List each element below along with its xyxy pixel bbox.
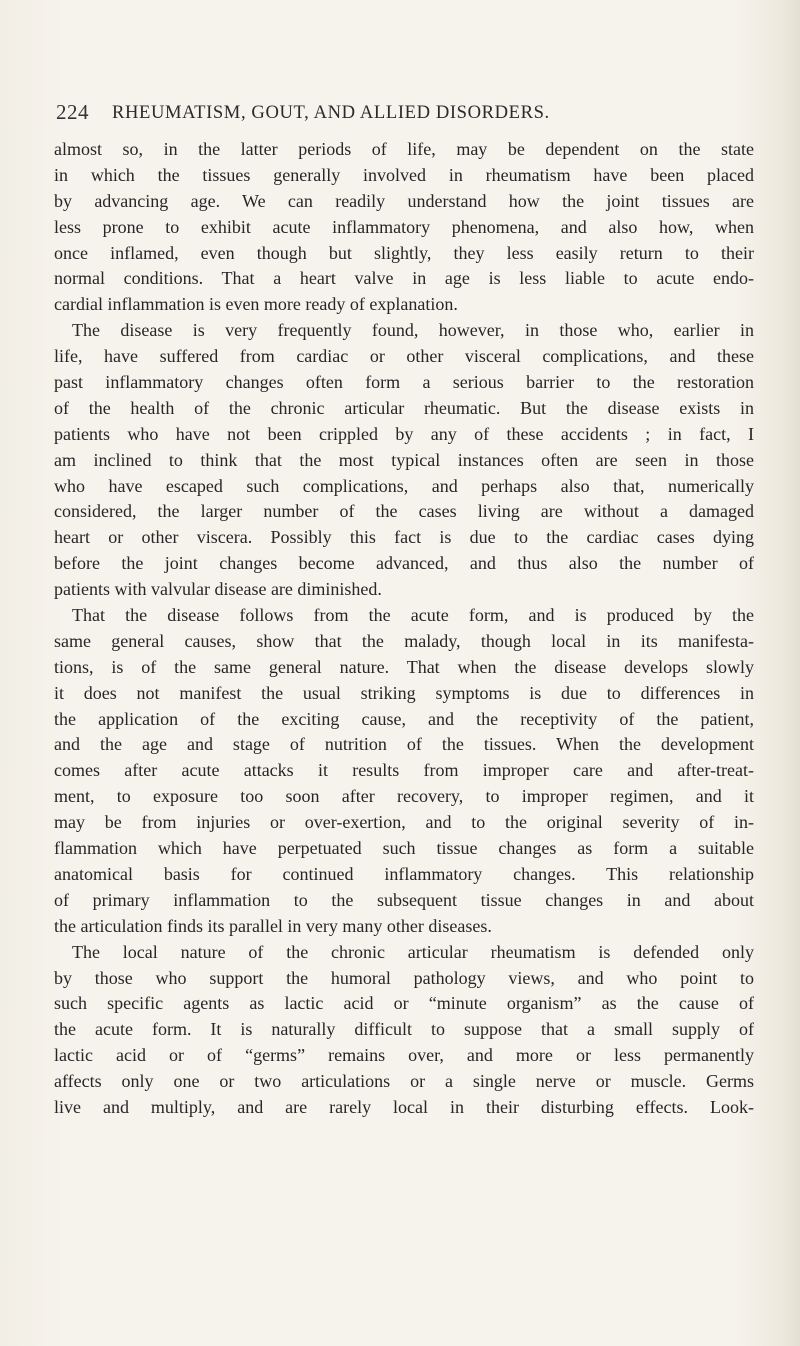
text-line: and the age and stage of nutrition of the tissues. When the development xyxy=(54,734,754,755)
text-line: it does not manifest the usual striking symptoms is due to differences in xyxy=(54,682,754,703)
text-line: normal conditions. That a heart valve in age is less liable to acute endo- xyxy=(54,268,754,289)
text-line: am inclined to think that the most typical instances often are seen in those xyxy=(54,449,754,470)
text-line: The disease is very frequently found, however, in those who, earlier in xyxy=(72,320,754,341)
text-line: the articulation finds its parallel in very many other diseases. xyxy=(54,915,492,936)
text-line: heart or other viscera. Possibly this fact is due to the cardiac cases dying xyxy=(54,527,754,548)
text-line: the acute form. It is naturally difficult to suppose that a small supply of xyxy=(54,1019,754,1040)
page-number: 224 xyxy=(56,100,89,124)
text-line: That the disease follows from the acute form, and is produced by the xyxy=(72,605,754,626)
text-line: The local nature of the chronic articular rheumatism is defended only xyxy=(72,941,754,962)
text-line: flammation which have perpetuated such tissue changes as form a suitable xyxy=(54,838,754,859)
text-line: of the health of the chronic articular rheumatic. But the disease exists in xyxy=(54,397,754,418)
text-line: affects only one or two articulations or a single nerve or muscle. Germs xyxy=(54,1071,754,1092)
text-line: anatomical basis for continued inflammatory changes. This relationship xyxy=(54,863,754,884)
text-line: life, have suffered from cardiac or other visceral complications, and these xyxy=(54,346,754,367)
text-line: same general causes, show that the malady, though local in its manifesta- xyxy=(54,630,754,651)
text-line: in which the tissues generally involved in rheumatism have been placed xyxy=(54,164,754,185)
text-line: patients with valvular disease are diminished. xyxy=(54,579,382,600)
text-line: may be from injuries or over-exertion, and to the original severity of in- xyxy=(54,812,754,833)
text-line: who have escaped such complications, and perhaps also that, numerically xyxy=(54,475,754,496)
text-line: patients who have not been crippled by any of these accidents ; in fact, I xyxy=(54,423,754,444)
page-header xyxy=(0,100,800,136)
text-line: tions, is of the same general nature. That when the disease develops slowly xyxy=(54,656,754,677)
text-line: less prone to exhibit acute inflammatory phenomena, and also how, when xyxy=(54,216,754,237)
running-head: RHEUMATISM, GOUT, AND ALLIED DISORDERS. xyxy=(112,102,550,123)
text-line: live and multiply, and are rarely local in their disturbing effects. Look- xyxy=(54,1096,754,1117)
text-line: almost so, in the latter periods of life, may be dependent on the state xyxy=(54,139,754,159)
text-line: such specific agents as lactic acid or “minute organism” as the cause of xyxy=(54,993,754,1014)
text-line: of primary inflammation to the subsequent tissue changes in and about xyxy=(54,889,754,910)
text-line: before the joint changes become advanced, and thus also the number of xyxy=(54,553,754,574)
text-line: once inflamed, even though but slightly, they less easily return to their xyxy=(54,242,754,263)
text-line: the application of the exciting cause, and the receptivity of the patient, xyxy=(54,708,754,729)
text-line: lactic acid or of “germs” remains over, and more or less permanently xyxy=(54,1045,754,1066)
text-line: by advancing age. We can readily understand how the joint tissues are xyxy=(54,190,754,211)
text-line: comes after acute attacks it results from improper care and after-treat- xyxy=(54,760,754,781)
text-line: cardial inflammation is even more ready of explanation. xyxy=(54,294,458,315)
text-line: considered, the larger number of the cases living are without a damaged xyxy=(54,501,754,522)
body-text xyxy=(54,137,754,1121)
text-line: past inflammatory changes often form a serious barrier to the restoration xyxy=(54,372,754,393)
text-line: ment, to exposure too soon after recovery, to improper regimen, and it xyxy=(54,786,754,807)
text-line: by those who support the humoral pathology views, and who point to xyxy=(54,967,754,988)
